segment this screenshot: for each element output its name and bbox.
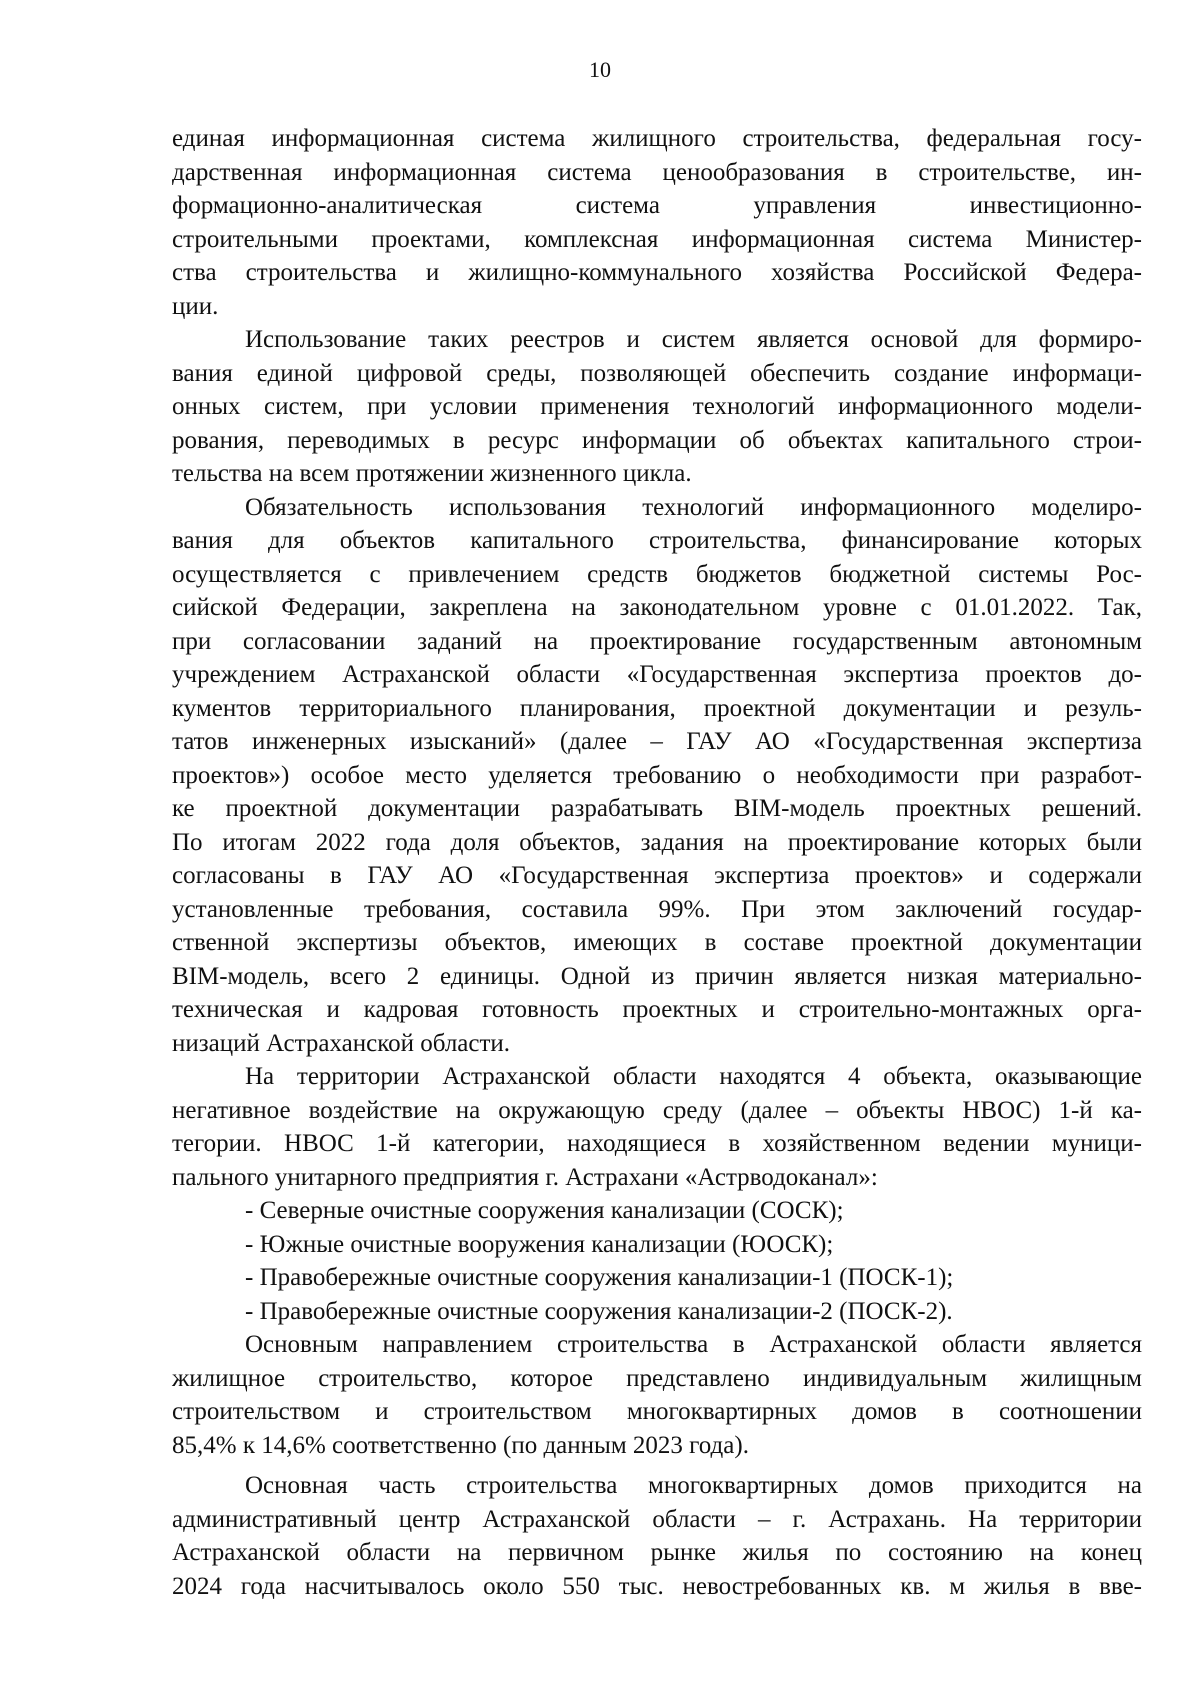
- text-line: вания для объектов капитального строительства, финансирование которых: [172, 527, 1142, 554]
- text-line: низаций Астраханской области.: [172, 1029, 511, 1057]
- text-line: проектов») особое место уделяется требованию о необходимости при разработ-: [172, 761, 1142, 789]
- text-line: осуществляется с привлечением средств бюджетов бюджетной системы Рос-: [172, 560, 1142, 588]
- page-number: 10: [589, 57, 611, 82]
- text-line: техническая и кадровая готовность проектных и строительно-монтажных орга-: [172, 996, 1142, 1023]
- text-line: жилищное строительство, которое представлено индивидуальным жилищным: [172, 1364, 1142, 1392]
- text-line: административный центр Астраханской области – г. Астрахань. На территории: [172, 1505, 1142, 1533]
- text-line: при согласовании заданий на проектирование государственным автономным: [172, 627, 1142, 655]
- text-line: Основным направлением строительства в Астраханской области является: [245, 1331, 1142, 1358]
- text-line: Использование таких реестров и систем является основой для формиро-: [245, 326, 1142, 353]
- text-line: Обязательность использования технологий информационного моделиро-: [245, 493, 1142, 521]
- text-line: пального унитарного предприятия г. Астрахани «Астрводоканал»:: [172, 1163, 878, 1191]
- text-line: 85,4% к 14,6% соответственно (по данным 2023 года).: [172, 1431, 749, 1459]
- document-body: [172, 122, 1142, 1603]
- text-line: строительными проектами, комплексная информационная система Министер-: [172, 225, 1142, 253]
- text-line: - Южные очистные вооружения канализации (ЮОСК);: [245, 1230, 834, 1258]
- text-line: рования, переводимых в ресурс информации об объектах капитального строи-: [172, 426, 1142, 454]
- text-line: ции.: [172, 292, 219, 320]
- text-line: татов инженерных изысканий» (далее – ГАУ АО «Государственная экспертиза: [172, 728, 1142, 755]
- text-line: ства строительства и жилищно-коммунального хозяйства Российской Федера-: [172, 259, 1142, 286]
- text-line: ке проектной документации разрабатывать BIM-модель проектных решений.: [172, 795, 1142, 822]
- text-line: согласованы в ГАУ АО «Государственная экспертиза проектов» и содержали: [172, 862, 1142, 889]
- text-line: тельства на всем протяжении жизненного цикла.: [172, 460, 692, 487]
- text-line: 2024 года насчитывалось около 550 тыс. невостребованных кв. м жилья в вве-: [172, 1572, 1142, 1600]
- text-line: Основная часть строительства многоквартирных домов приходится на: [245, 1472, 1142, 1499]
- text-line: вания единой цифровой среды, позволяющей обеспечить создание информаци-: [172, 359, 1142, 387]
- text-line: дарственная информационная система ценообразования в строительстве, ин-: [172, 158, 1142, 186]
- text-line: На территории Астраханской области находятся 4 объекта, оказывающие: [245, 1063, 1142, 1090]
- text-line: формационно-аналитическая система управления инвестиционно-: [172, 192, 1142, 219]
- text-line: единая информационная система жилищного строительства, федеральная госу-: [172, 125, 1142, 152]
- text-line: кументов территориального планирования, проектной документации и резуль-: [172, 694, 1142, 722]
- text-line: Астраханской области на первичном рынке жилья по состоянию на конец: [172, 1539, 1142, 1566]
- text-line: По итогам 2022 года доля объектов, задания на проектирование которых были: [172, 828, 1142, 856]
- text-line: сийской Федерации, закреплена на законодательном уровне с 01.01.2022. Так,: [172, 594, 1142, 621]
- text-line: учреждением Астраханской области «Государственная экспертиза проектов до-: [172, 661, 1142, 688]
- text-line: BIM-модель, всего 2 единицы. Одной из причин является низкая материально-: [172, 962, 1142, 990]
- text-line: онных систем, при условии применения технологий информационного модели-: [172, 393, 1142, 420]
- text-line: установленные требования, составила 99%. При этом заключений государ-: [172, 895, 1142, 923]
- text-line: - Правобережные очистные сооружения канализации-1 (ПОСК-1);: [245, 1264, 954, 1291]
- text-line: - Правобережные очистные сооружения канализации-2 (ПОСК-2).: [245, 1297, 953, 1325]
- text-line: тегории. НВОС 1-й категории, находящиеся в хозяйственном ведении муници-: [172, 1130, 1142, 1157]
- text-line: ственной экспертизы объектов, имеющих в составе проектной документации: [172, 929, 1142, 956]
- text-line: - Северные очистные сооружения канализации (СОСК);: [245, 1197, 844, 1224]
- text-line: строительством и строительством многоквартирных домов в соотношении: [172, 1398, 1142, 1425]
- text-line: негативное воздействие на окружающую среду (далее – объекты НВОС) 1-й ка-: [172, 1096, 1142, 1124]
